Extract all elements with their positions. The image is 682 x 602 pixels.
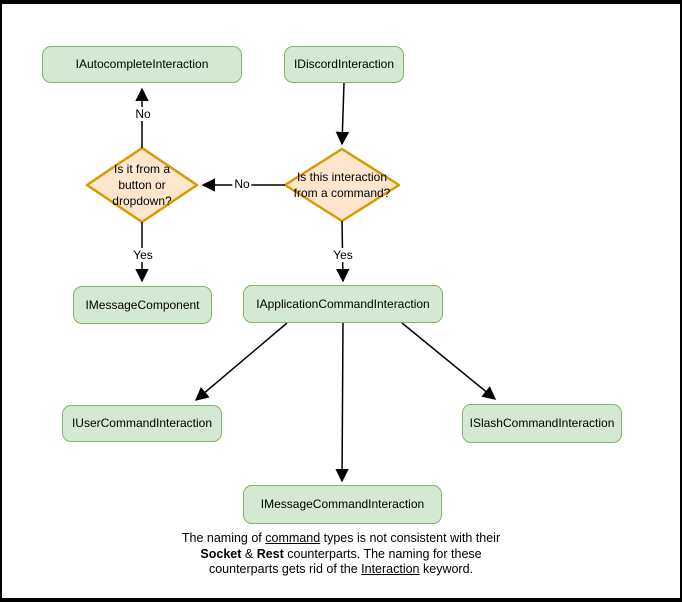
caption-line-3: counterparts gets rid of the Interaction keyword. — [208, 562, 474, 576]
node-message-command-interaction: IMessageCommandInteraction — [243, 485, 442, 524]
node-autocomplete-interaction: IAutocompleteInteraction — [42, 46, 242, 83]
edge-application-to-user-command — [196, 323, 287, 400]
node-discord-interaction: IDiscordInteraction — [284, 46, 404, 83]
edge-application-to-message-command — [342, 323, 343, 481]
node-application-command-interaction: IApplicationCommandInteraction — [243, 285, 443, 323]
node-slash-command-interaction: ISlashCommandInteraction — [462, 404, 622, 443]
edge-label-no-vertical: No — [135, 107, 151, 121]
edge-label-no-horizontal: No — [234, 177, 250, 191]
edge-application-to-slash-command — [402, 323, 495, 399]
edge-label-yes-left: Yes — [133, 248, 153, 262]
edge-discord-to-command-decision — [342, 83, 344, 144]
node-message-component: IMessageComponent — [73, 286, 212, 324]
decision-component-text: Is it from a button or dropdown? — [112, 162, 172, 208]
caption-line-2: Socket & Rest counterparts. The naming for these — [200, 546, 482, 561]
node-user-command-interaction: IUserCommandInteraction — [62, 405, 222, 442]
caption-line-1: The naming of command types is not consistent with their — [181, 531, 501, 545]
caption-note — [2, 531, 680, 578]
decision-command-text: Is this interaction from a command? — [293, 170, 391, 200]
edge-label-yes-right: Yes — [333, 248, 353, 262]
